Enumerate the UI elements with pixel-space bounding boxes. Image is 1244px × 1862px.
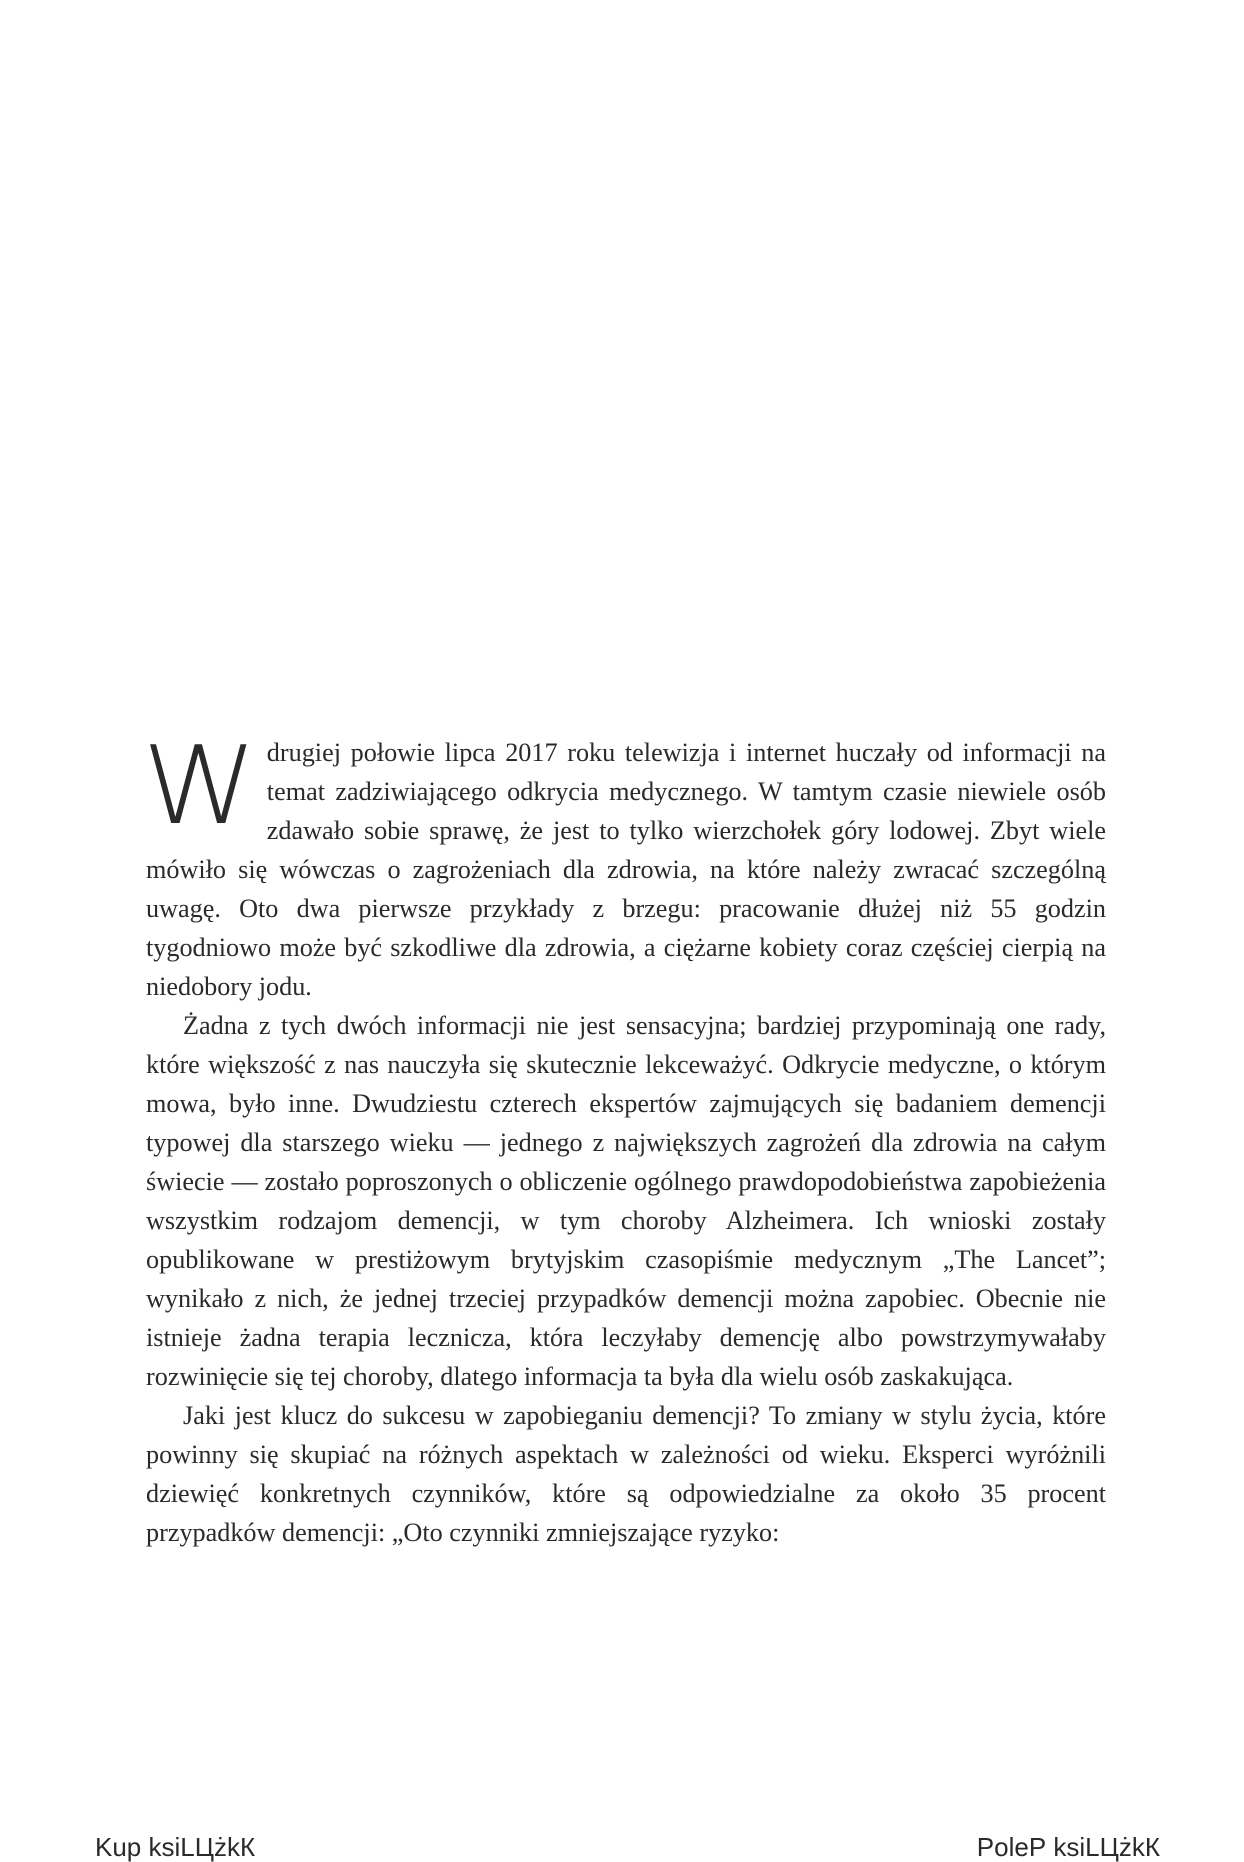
paragraph-3: Jaki jest klucz do sukcesu w zapobieganiu demencji? To zmiany w stylu życia, które powinny się skupiać na różnych aspektach w zależności od wieku. Eksperci wyróżnili dziewięć konkretnych czynników, które są odpowiedzialne za około 35 procent przypadków demencji: „Oto czynniki zmniejszające ryzyko: <box>146 1401 1106 1547</box>
paragraph-1-text: drugiej połowie lipca 2017 roku telewizja i internet huczały od informacji na temat zadziwiającego odkrycia medycznego. W tamtym czasie niewiele osób zdawało sobie sprawę, że jest to tylko wierzchołek góry lodowej. Zbyt wiele mówiło się wówczas o zagrożeniach dla zdrowia, na które należy zwracać szczególną uwagę. Oto dwa pierwsze przykłady z brzegu: pracowanie dłużej niż 55 godzin tygodniowo może być szkodliwe dla zdrowia, a ciężarne kobiety coraz częściej cierpią na niedobory jodu. <box>146 738 1106 1001</box>
article-body <box>142 724 1106 1552</box>
recommend-book-link[interactable]: PoleР ksiLЦżkК <box>976 1832 1160 1862</box>
paragraph-1 <box>142 724 1106 1006</box>
paragraph-2: Żadna z tych dwóch informacji nie jest sensacyjna; bardziej przypominają one rady, które większość z nas nauczyła się skutecznie lekceważyć. Odkrycie medyczne, o którym mowa, było inne. Dwudziestu czterech ekspertów zajmujących się badaniem demencji typowej dla starszego wieku — jednego z największych zagrożeń dla zdrowia na całym świecie — zostało poproszonych o obliczenie ogólnego prawdopodobieństwa zapobieżenia wszystkim rodzajom demencji, w tym choroby Alzheimera. Ich wnioski zostały opublikowane w prestiżowym brytyjskim czasopiśmie medycznym „The Lancet”; wynikało z nich, że jednej trzeciej przypadków demencji można zapobiec. Obecnie nie istnieje żadna terapia lecznicza, która leczyłaby demencję albo powstrzymywałaby rozwinięcie się tej choroby, dlatego informacja ta była dla wielu osób zaskakująca. <box>146 1011 1106 1391</box>
drop-cap: W <box>142 724 258 849</box>
buy-book-link[interactable]: Kup ksiLЦżkК <box>95 1832 256 1862</box>
